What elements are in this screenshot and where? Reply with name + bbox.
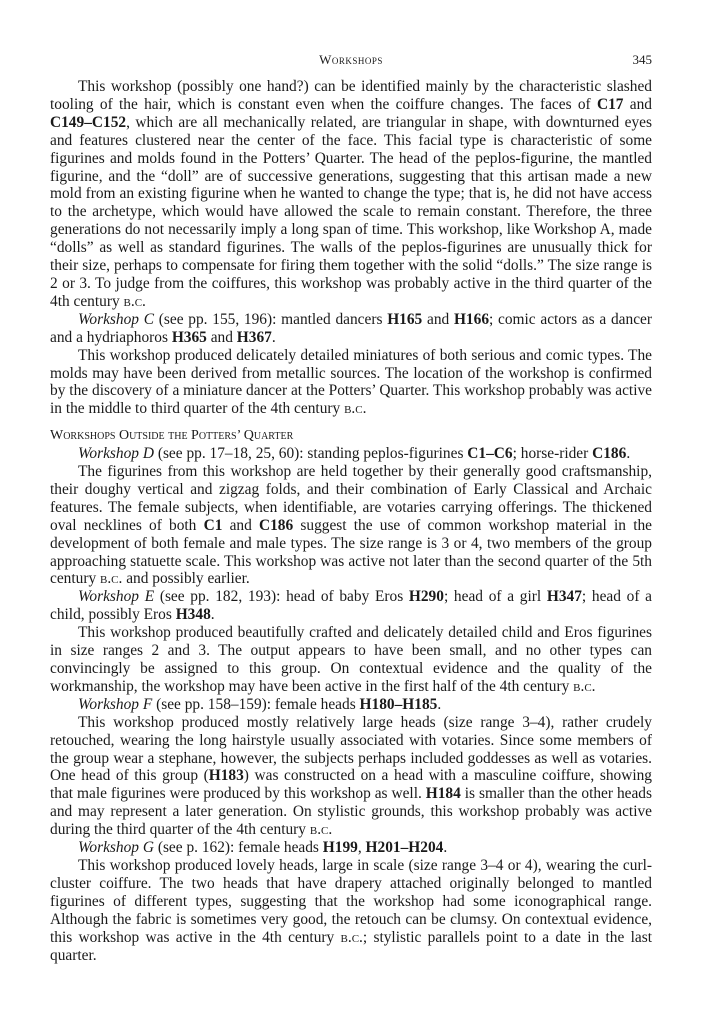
running-head: Workshops <box>319 52 383 67</box>
catalogue-reference: C1 <box>203 516 223 534</box>
catalogue-reference: C149–C152 <box>50 113 127 131</box>
catalogue-reference: H184 <box>425 785 461 803</box>
era-abbreviation: b.c. <box>573 677 596 695</box>
catalogue-reference: H165 <box>387 310 423 328</box>
paragraph-workshop-c-heading: Workshop C (see pp. 155, 196): mantled dancers H165 and H166; comic actors as a dancer and a hydriaphoros H365 and H367. <box>50 310 652 346</box>
catalogue-reference: H290 <box>408 588 444 606</box>
paragraph-workshop-g-description: This workshop produced lovely heads, large in scale (size range 3–4 or 4), wearing the curl-cluster coiffure. The two heads that have drapery attached originally belonged to mantled figurines of different types, suggesting that the workshop had some iconographical range. Although the fabric is sometimes very good, the retouch can be clumsy. On contextual evidence, this workshop was active in the 4th century b.c.; stylistic parallels point to a date in the last quarter. <box>50 856 652 964</box>
catalogue-reference: H347 <box>546 588 582 606</box>
catalogue-reference: C186 <box>592 445 627 463</box>
paragraph-workshop-f-heading: Workshop F (see pp. 158–159): female heads H180–H185. <box>78 695 442 713</box>
body-text <box>50 78 652 964</box>
era-abbreviation: b.c. <box>100 570 123 588</box>
catalogue-reference: H201–H204 <box>365 839 444 857</box>
catalogue-reference: H180–H185 <box>359 695 438 713</box>
catalogue-reference: H348 <box>175 606 211 624</box>
era-abbreviation: b.c. <box>123 292 146 310</box>
catalogue-reference: H166 <box>453 310 490 328</box>
section-heading: Workshops Outside the Potters’ Quarter <box>50 428 294 444</box>
paragraph-workshop-g-heading: Workshop G (see p. 162): female heads H199, H201–H204. <box>78 839 448 857</box>
catalogue-reference: C1–C6 <box>467 445 513 463</box>
catalogue-reference: H367 <box>236 328 272 346</box>
catalogue-reference: C186 <box>259 516 294 534</box>
era-abbreviation: b.c. <box>309 821 333 839</box>
workshop-label: Workshop G <box>78 839 154 857</box>
paragraph-workshop-d-description: The figurines from this workshop are held together by their generally good craftsmanship, their doughy vertical and zigzag folds, and their combination of Early Classical and Archaic features. The female subjects, when identifiable, are votaries carrying offerings. The thickened oval necklines of both C1 and C186 suggest the use of common workshop material in the development of both female and male types. The size range is 3 or 4, two members of the group approaching statuette scale. This workshop was active not later than the second quarter of the 5th century b.c. and possibly earlier. <box>50 463 652 588</box>
era-abbreviation: b.c. <box>344 400 367 418</box>
page-number: 345 <box>632 52 652 67</box>
catalogue-reference: H365 <box>171 328 207 346</box>
catalogue-reference: C17 <box>596 95 624 113</box>
catalogue-reference: H199 <box>322 839 358 857</box>
era-abbreviation: b.c. <box>340 928 363 946</box>
paragraph-workshop-e-description: This workshop produced beautifully crafted and delicately detailed child and Eros figurines in size ranges 2 and 3. The output appears to have been small, and no other types can convincingly be assigned to this group. On contextual evidence and the quality of the workmanship, the workshop may have been active in the first half of the 4th century b.c. <box>50 624 652 695</box>
paragraph-workshop-e-heading: Workshop E (see pp. 182, 193): head of baby Eros H290; head of a girl H347; head of a child, possibly Eros H348. <box>50 588 653 624</box>
paragraph-workshop-c-description: This workshop produced delicately detailed miniatures of both serious and comic types. The molds may have been derived from metallic sources. The location of the workshop is confirmed by the discovery of a miniature dancer at the Potters’ Quarter. This workshop probably was active in the middle to third quarter of the 4th century b.c. <box>50 346 652 418</box>
catalogue-reference: H183 <box>208 767 244 785</box>
page-header <box>50 52 652 72</box>
workshop-label: Workshop C <box>78 310 155 328</box>
paragraph-workshop-b-description: This workshop (possibly one hand?) can be identified mainly by the characteristic slashed tooling of the hair, which is constant even when the coiffure changes. The faces of C17 and C149–C152, which are all mechanically related, are triangular in shape, with downturned eyes and features clustered near the center of the face. This facial type is characteristic of some figurines and molds found in the Potters’ Quarter. The head of the peplos-figurine, the mantled figurine, and the “doll” are of successive generations, suggesting that this artisan made a new mold from an existing figurine when he wanted to change the type; that is, he did not have access to the archetype, which would have allowed the scale to remain constant. Therefore, the three generations do not necessarily imply a long span of time. This workshop, like Workshop A, made “dolls” as well as standard figurines. The walls of the peplos-figurines are unusually thick for their size, perhaps to compensate for firing them together with the solid “dolls.” The size range is 2 or 3. To judge from the coiffures, this workshop was probably active in the third quarter of the 4th century b.c. <box>50 78 652 310</box>
workshop-label: Workshop F <box>78 695 153 713</box>
workshop-label: Workshop D <box>78 445 154 463</box>
workshop-label: Workshop E <box>78 588 155 606</box>
paragraph-workshop-d-heading: Workshop D (see pp. 17–18, 25, 60): standing peplos-figurines C1–C6; horse-rider C186. <box>78 445 631 463</box>
paragraph-workshop-f-description: This workshop produced mostly relatively large heads (size range 3–4), rather crudely retouched, wearing the long hairstyle usually associated with votaries. Since some members of the group wear a stephane, however, the subjects perhaps included goddesses as well as votaries. One head of this group (H183) was constructed on a head with a masculine coiffure, showing that male figurines were produced by this workshop as well. H184 is smaller than the other heads and may represent a later generation. On stylistic grounds, this workshop probably was active during the third quarter of the 4th century b.c. <box>50 713 652 839</box>
